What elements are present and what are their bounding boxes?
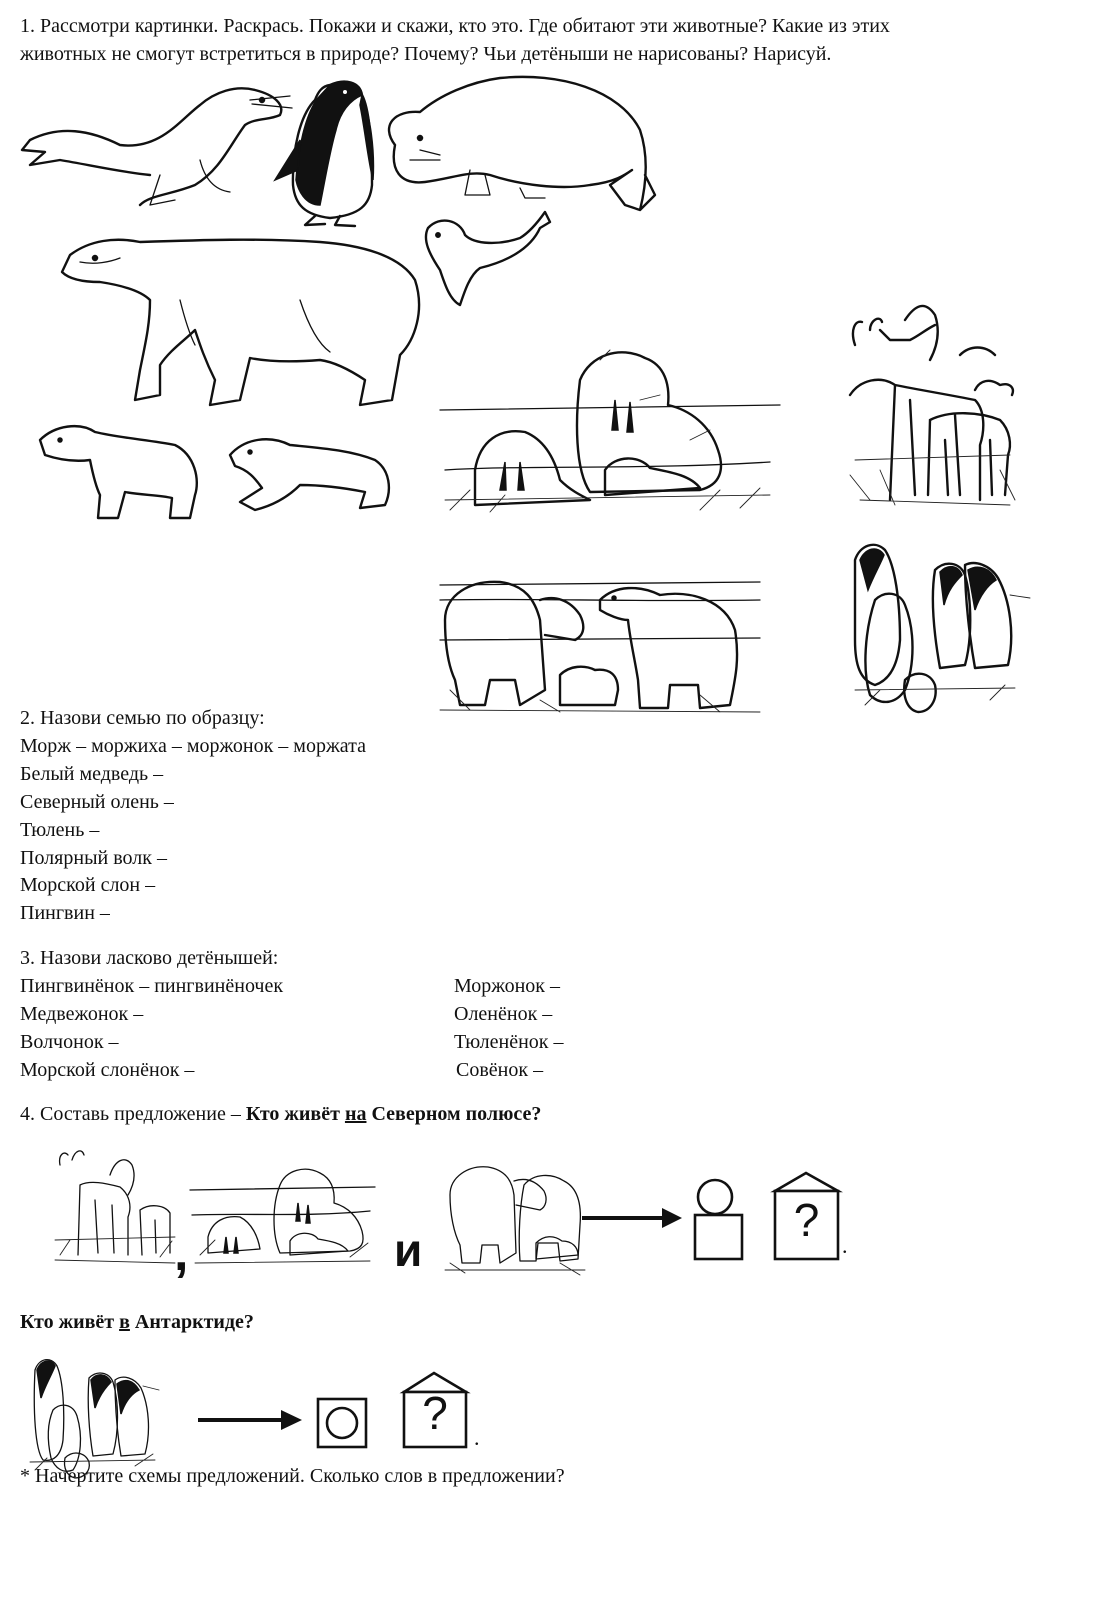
arrow-head (281, 1410, 302, 1430)
question-mark: ? (422, 1387, 448, 1439)
polar-bears-scene-drawing (440, 582, 760, 712)
penguins-thumbnail (25, 1350, 165, 1480)
task3-left-line: Медвежонок – (20, 1003, 144, 1025)
walrus-thumbnail (190, 1169, 375, 1263)
walrus-scene-drawing (440, 350, 780, 512)
arrow-head (662, 1208, 682, 1228)
task4-prefix: 4. Составь предложение – (20, 1103, 246, 1125)
reindeer-thumbnail (55, 1151, 175, 1263)
task3-left-line: Волчонок – (20, 1031, 119, 1053)
task3-right-line: Оленёнок – (454, 1003, 553, 1025)
manatee-drawing (389, 77, 655, 210)
arctic-animals-illustration (0, 0, 1109, 730)
task2-line: Белый медведь – (20, 763, 164, 785)
sentence-period: . (474, 1425, 480, 1450)
task3-left-line: Пингвинёнок – пингвинёночек (20, 975, 284, 997)
task3-left-line: Морской слонёнок – (20, 1059, 195, 1081)
penguin-colony-scene-drawing (855, 545, 1030, 712)
bear-cub-drawing (40, 426, 197, 518)
task2-line: Морской слон – (20, 874, 156, 896)
penguin-drawing (275, 82, 373, 226)
task2-line: Полярный волк – (20, 847, 167, 869)
subject-circle (327, 1408, 357, 1438)
reindeer-scene-drawing (850, 306, 1015, 505)
question2-start: Кто живёт (20, 1311, 120, 1333)
task3-right-line: Тюленёнок – (454, 1031, 564, 1053)
task3-right-line: Моржонок – (454, 975, 561, 997)
question1-end: Северном полюсе? (366, 1103, 542, 1125)
subject-square (695, 1215, 742, 1259)
task4-title (20, 1100, 541, 1128)
scheme1-pictures (50, 1145, 380, 1285)
task2-line: Морж – моржиха – моржонок – моржата (20, 735, 366, 757)
question1-start: Кто живёт (245, 1103, 345, 1125)
task2-line: Пингвин – (20, 902, 110, 924)
footnote: * Начертите схемы предложений. Сколько слов в предложении? (20, 1465, 565, 1487)
task3-right-line: Совёнок – (456, 1059, 544, 1081)
polar-bear-drawing (62, 240, 419, 405)
task2-line: Северный олень – (20, 791, 174, 813)
task3-title: 3. Назови ласково детёнышей: (20, 947, 279, 969)
task1-line2: животных не смогут встретиться в природе? Почему? Чьи детёныши не нарисованы? Нарисуй. (20, 43, 832, 65)
comma-separator: , (174, 1224, 189, 1282)
seal-pup-drawing (426, 212, 550, 305)
question1-preposition: на (344, 1103, 367, 1125)
task2-line: Тюлень – (20, 819, 100, 841)
task2-title: 2. Назови семью по образцу: (20, 707, 265, 729)
task1-line1: 1. Рассмотри картинки. Раскрась. Покажи и скажи, кто это. Где обитают эти животные? Какие из этих (20, 15, 890, 37)
question-roof (775, 1173, 838, 1191)
bear-cub-walking-drawing (230, 439, 389, 510)
fur-seal-drawing (22, 88, 292, 205)
question2-end: Антарктиде? (129, 1311, 254, 1333)
question2 (20, 1308, 254, 1336)
conjunction-and: и (394, 1224, 423, 1276)
subject-circle (698, 1180, 732, 1214)
question2-preposition: в (119, 1311, 130, 1333)
polar-bears-thumbnail (440, 1155, 590, 1280)
question-mark: ? (793, 1194, 820, 1246)
sentence-period: . (842, 1233, 848, 1258)
